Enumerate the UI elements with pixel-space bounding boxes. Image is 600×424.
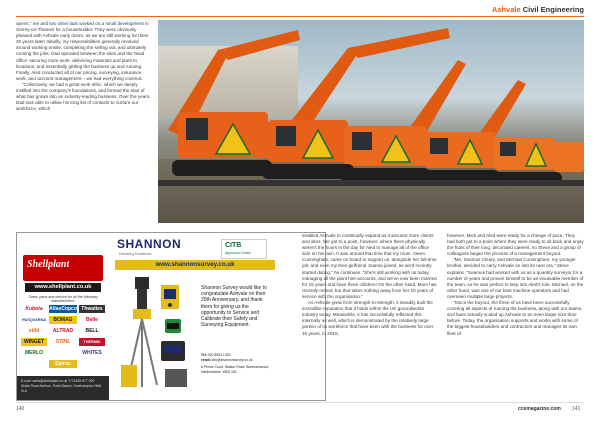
article-column-1 [16,21,152,112]
shellplant-url[interactable]: www.shellplant.co.uk [25,283,101,292]
tel-label: Tel: [201,353,207,357]
brand-logo: AtlasCopco [49,306,77,312]
paragraph: "Collectively, we had a great work ethic, which we deeply instilled into the company's foundations, and formed the start of what has grown into an industry-leading business. Over the years, Dad was able to utilise his long list of contacts to nurture our workforce, which [16,81,151,112]
shellplant-contact [17,376,109,400]
shellplant-logo [23,255,103,281]
brand-logo: MERLO [24,350,44,356]
paragraph: As Ashvale grew from strength-to-strength, it steadily built the incredible reputation that it holds within the UK groundworks industry today. Meanwhile, it has successfully reflected this internally as well, which is demonstrated by the relatively large portion of its workforce that have been with the business for over 15 years. In 2015, [302,300,434,336]
section-title-rest: Civil Engineering [520,5,584,14]
footer-site[interactable]: ccemagazine.com [518,406,561,412]
brand-logo: WINGET [21,338,47,346]
article-middle-column [302,233,437,337]
brand-logo: Epiroc [49,360,77,368]
magazine-section-header [492,5,584,14]
email-label: email: [201,357,211,362]
shannon-logo-sub: Delivering Excellence [119,252,152,256]
shellplant-email-phone: E-mail: sales@shellplant.co.uk T: 01489 877 000 [21,379,95,383]
shannon-survey-ad [109,233,325,400]
excavator-fleet-photo [158,20,584,223]
right-page-number: 141 [572,406,581,412]
shannon-email[interactable]: info@shannonsurvey.co.uk [211,357,253,362]
header-rule [16,16,584,17]
brand-logo: ALTRAD [52,328,74,334]
left-page-number: 140 [16,406,25,412]
citb-logo-text: CITB [225,242,242,249]
brand-logo: Kubota [25,306,43,312]
survey-equipment-illustration [117,275,193,393]
brand-logo: HUSQVARNA [21,318,47,322]
brand-logo: WHITES [82,350,102,356]
shellplant-logo-text: Shellplant [27,259,70,270]
brand-logo: BELL [85,328,99,334]
article-column-3 [447,233,584,337]
excavators-illustration [158,20,584,223]
citb-sub: Approved Centre [225,251,251,255]
citb-badge [221,239,267,259]
brand-logo: Thwaites [79,305,105,313]
paragraph: "Me, Seamus Cleary, and Michael Cunningham, my younger brother, decided to carry Ashvale on into its next era," Steve explains. "Seamus had worked with us as a quantity surveyor for a number of years and proven himself to be an invaluable member of the team, so he was perfect to step into Aled's role. Michael, on the other hand, was one of our best machine operators and had overseen multiple large projects. [447,257,584,299]
footer-rule [16,402,584,403]
paragraph: enabled Ashvale to continually expand as it secured more clients and sites. We got to a point, however, where there physically weren't the hours in the day for Aled to manage all of the office side on his own. It was around that time that my mum, Owen Cunningham, came on board to support us, alongside her full-time job; and even my then-girlfriend Joanna joined, as we'd recently started dating," he continues. "She's still working with us today, managing all the plant hire accounts, and we've now been married for 15 years and have three children! On the other hand, Mum has recently retired, but that takes nothing away from her 18 years of service with the organisation." [302,233,437,299]
shannon-email-line [201,358,275,363]
shannon-logo-text: SHANNON [117,237,182,251]
shannon-logo [117,237,207,257]
shannon-address: 6 Penne Court, Station Road, Borehamwood, Hertfordshire, WD6 1SL [201,365,270,374]
brand-logo: BOMAG [49,316,77,324]
advertisement [16,232,326,401]
shannon-phone[interactable]: 020 8953 1333 [207,353,231,357]
shannon-url[interactable]: www.shannonsurvey.co.uk [115,260,275,270]
brand-logo: stihl [28,328,40,334]
shannon-contact [201,353,275,374]
shannon-congratulations: Shannon Survey would like to congratulate Ashvale on their 20th Anniversary, and thank them for giving us the opportunity to Service and Calibrate their Safety and Surveying Equipment. [201,285,267,329]
brand-logo: Belle [86,317,98,323]
paragraph: however, Mick and Aled were ready for a change of pace. They had both got to a point where they were ready to sit back and enjoy the fruits of their long, decorated careers, so Steve and a group of colleagues began the process of a management buyout. [447,233,584,257]
shellplant-ad [17,233,109,400]
brand-logo: THERMIX [79,338,105,346]
paragraph: opens," me and two other lads worked on a small development in Surrey-on-Thames for a housebuilder. They were obviously pleased with Ashvale early doors, as we are still working for them 20 years later! Initially, my responsibilities generally revolved around working onsite, completing the selling out, and ultimately running the jobs. Dad operated between the sites and the head office: securing more work, delivering materials and plant to locations, and essentially getting the business up and running. Finally, Aled conducted all of our pricing, surveying, insurance work, and account management – we had everything covered. [16,21,149,81]
shellplant-tagline: Sales, parts and service for all the following manufacturers: [28,295,98,303]
brand-logo: STIHL [55,339,71,345]
paragraph: "Since the buyout, the three of us have been successfully covering all aspects of running the business, along with our teams, and have actually scaled up Ashvale to an even larger size than before. Today, the organisation supports and works with some of the biggest housebuilders and contractors and manages its own fleet of [447,300,583,336]
shellplant-address: Stoke Road Avenue, Earls Barton, Southampton NN6 0LA [21,384,102,393]
section-title-accent: Ashvale [491,5,521,14]
